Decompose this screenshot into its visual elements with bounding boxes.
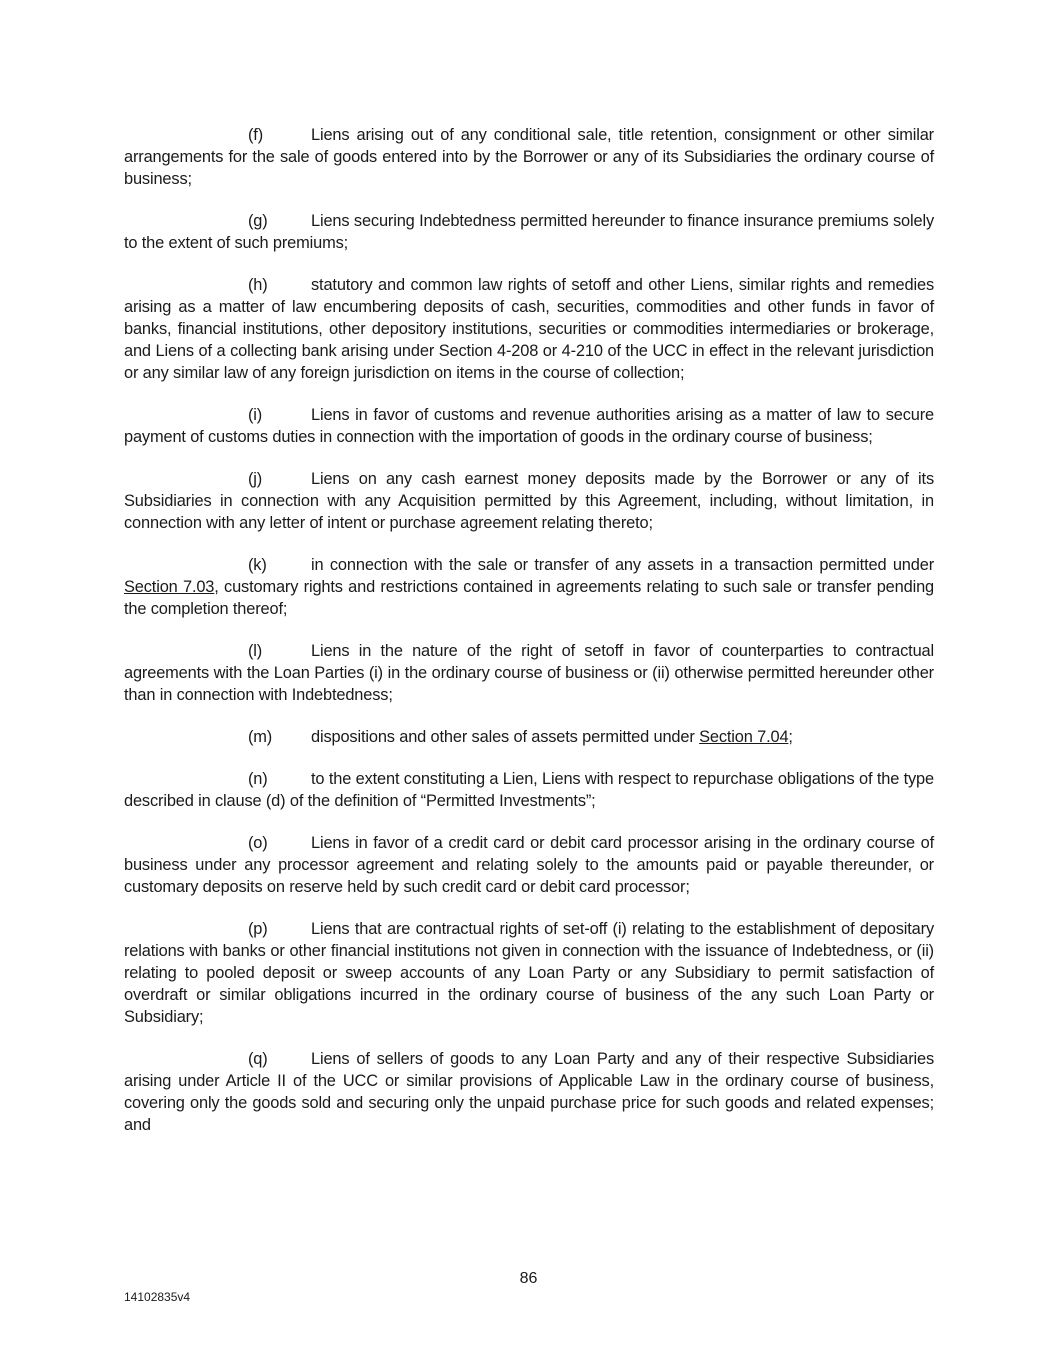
clause-k	[124, 554, 934, 620]
clause-label: (l)	[248, 642, 263, 660]
section-link[interactable]: Section 7.04	[699, 728, 789, 746]
clause-label: (f)	[248, 126, 264, 144]
document-id: 14102835v4	[124, 1290, 191, 1304]
clause-l	[124, 640, 934, 706]
clause-i	[124, 404, 934, 448]
clause-text: Liens on any cash earnest money deposits made by the Borrower or any of its Subsidiaries in connection with any Acquisition permitted by this Agreement, including, without limitation, in connection with any letter of intent or purchase agreement relating thereto;	[124, 470, 934, 532]
clause-label: (p)	[248, 920, 268, 938]
clause-list	[124, 124, 934, 1156]
clause-text: Liens in favor of a credit card or debit card processor arising in the ordinary course of business under any processor agreement and relating solely to the amounts paid or payable thereunder, or customary deposits on reserve held by such credit card or debit card processor;	[124, 834, 934, 896]
clause-text: statutory and common law rights of setoff and other Liens, similar rights and remedies arising as a matter of law encumbering deposits of cash, securities, commodities and other funds in favor of banks, financial institutions, other depository institutions, securities or commodities intermediaries or brokerage, and Liens of a collecting bank arising under Section 4-208 or 4-210 of the UCC in effect in the relevant jurisdiction or any similar law of any foreign jurisdiction on items in the course of collection;	[124, 276, 934, 382]
clause-text: Liens of sellers of goods to any Loan Party and any of their respective Subsidiaries arising under Article II of the UCC or similar provisions of Applicable Law in the ordinary course of business, covering only the goods sold and securing only the unpaid purchase price for such goods and related expenses; and	[124, 1050, 934, 1134]
clause-label: (q)	[248, 1050, 268, 1068]
clause-text: in connection with the sale or transfer of any assets in a transaction permitted under	[311, 556, 934, 574]
clause-label: (n)	[248, 770, 268, 788]
clause-text: Liens securing Indebtedness permitted hereunder to finance insurance premiums solely to the extent of such premiums;	[124, 212, 934, 252]
clause-o	[124, 832, 934, 898]
clause-label: (m)	[248, 728, 273, 746]
page-number: 86	[519, 1270, 538, 1287]
clause-text: to the extent constituting a Lien, Liens with respect to repurchase obligations of the type described in clause (d) of the definition of “Permitted Investments”;	[124, 770, 934, 810]
clause-label: (o)	[248, 834, 268, 852]
clause-label: (j)	[248, 470, 263, 488]
clause-text: Liens that are contractual rights of set-off (i) relating to the establishment of depositary relations with banks or other financial institutions not given in connection with the issuance of Indebtedness, or (ii) relating to pooled deposit or sweep accounts of any Loan Party or any Subsidiary to permit satisfaction of overdraft or similar obligations incurred in the ordinary course of business of the any such Loan Party or Subsidiary;	[124, 920, 934, 1026]
clause-label: (k)	[248, 556, 267, 574]
clause-label: (i)	[248, 406, 263, 424]
clause-g	[124, 210, 934, 254]
clause-p	[124, 918, 934, 1028]
clause-label: (g)	[248, 212, 268, 230]
clause-text: dispositions and other sales of assets permitted under	[311, 728, 700, 746]
clause-h	[124, 274, 934, 384]
clause-text-after: , customary rights and restrictions contained in agreements relating to such sale or transfer pending the completion thereof;	[124, 578, 934, 618]
clause-text: Liens arising out of any conditional sale, title retention, consignment or other similar arrangements for the sale of goods entered into by the Borrower or any of its Subsidiaries the ordinary course of business;	[124, 126, 934, 188]
clause-label: (h)	[248, 276, 268, 294]
clause-f	[124, 124, 934, 190]
clause-m	[124, 726, 934, 748]
clause-text-after: ;	[788, 728, 793, 746]
clause-text: Liens in the nature of the right of setoff in favor of counterparties to contractual agreements with the Loan Parties (i) in the ordinary course of business or (ii) otherwise permitted hereunder other than in connection with Indebtedness;	[124, 642, 934, 704]
clause-text: Liens in favor of customs and revenue authorities arising as a matter of law to secure payment of customs duties in connection with the importation of goods in the ordinary course of business;	[124, 406, 934, 446]
clause-j	[124, 468, 934, 534]
clause-n	[124, 768, 934, 812]
clause-q	[124, 1048, 934, 1136]
section-link[interactable]: Section 7.03	[124, 578, 215, 596]
